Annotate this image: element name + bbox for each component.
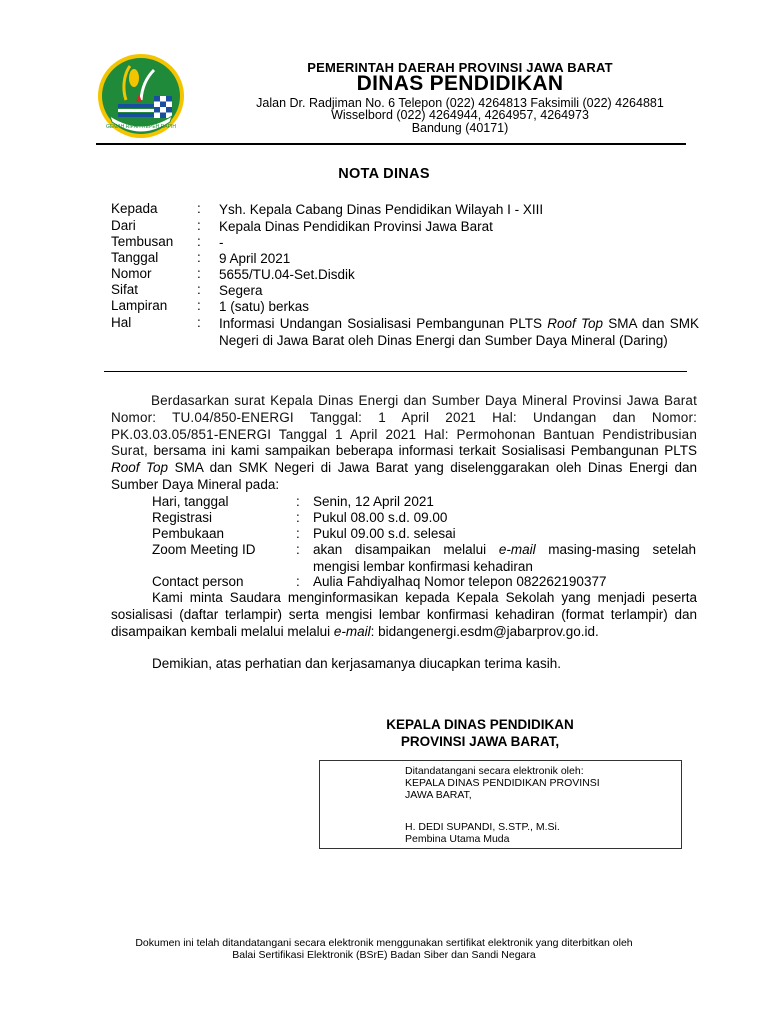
meta-row-sifat (111, 282, 711, 299)
detail-label: Zoom Meeting ID (152, 542, 256, 557)
meta-label: Kepada (111, 201, 158, 216)
meta-colon: : (197, 315, 201, 330)
government-name: PEMERINTAH DAERAH PROVINSI JAWA BARAT (307, 60, 613, 75)
meta-label: Tembusan (111, 234, 174, 249)
meta-label: Sifat (111, 282, 139, 297)
detail-value: Pukul 08.00 s.d. 09.00 (313, 510, 448, 525)
signature-note: Ditandatangani secara elektronik oleh: (405, 765, 584, 777)
meta-colon: : (197, 282, 201, 297)
meta-row-hal (111, 315, 711, 348)
meta-label: Tanggal (111, 250, 159, 265)
document-title: NOTA DINAS (338, 166, 430, 182)
meta-value: Segera (219, 283, 263, 298)
province-emblem-logo (96, 52, 186, 140)
body-paragraph-1: Berdasarkan surat Kepala Dinas Energi dan Sumber Daya Mineral Provinsi Jawa Barat Nomor: TU.04/850-ENERGI Tanggal: 1 April 2021 Hal: Undangan dan Nomor: PK.03.03.05/851-ENERGI Tanggal 1 April 2021 Hal: Permohonan Bantuan Pendistribusian Surat, bersama ini kami sampaikan beberapa informasi terkait Sosialisasi Pembangunan PLTS Roof Top SMA dan SMK Negeri di Jawa Barat yang diselenggarakan oleh Dinas Energi dan Sumber Daya Mineral pada: (111, 393, 697, 492)
signatory-name: H. DEDI SUPANDI, S.STP., M.Si. (405, 821, 560, 833)
svg-text:GEMAH RIPAH REPEH RAPIH: GEMAH RIPAH REPEH RAPIH (106, 124, 176, 130)
closing-paragraph: Demikian, atas perhatian dan kerjasamanya diucapkan terima kasih. (152, 656, 561, 671)
meta-row-dari (111, 218, 711, 235)
signatory-title-line-2: PROVINSI JAWA BARAT, (400, 734, 560, 749)
meta-value: Informasi Undangan Sosialisasi Pembangunan PLTS Roof Top SMA dan SMK Negeri di Jawa Barat oleh Dinas Energi dan Sumber Daya Mineral (Daring) (219, 316, 699, 348)
address-line-2: Wisselbord (022) 4264944, 4264957, 4264973 (331, 108, 589, 122)
signatory-title-line-1: KEPALA DINAS PENDIDIKAN (386, 717, 574, 732)
meta-row-kepada (111, 201, 711, 218)
detail-label: Contact person (152, 574, 244, 589)
meta-value: 1 (satu) berkas (219, 299, 310, 314)
detail-colon: : (296, 526, 300, 541)
meta-label: Lampiran (111, 298, 168, 313)
footer-line-2: Balai Sertifikasi Elektronik (BSrE) Badan Siber dan Sandi Negara (232, 949, 536, 961)
detail-value: akan disampaikan melalui e-mail masing-masing setelah mengisi lembar konfirmasi kehadiran (313, 542, 696, 574)
meta-value: - (219, 235, 224, 250)
letterhead-divider (96, 143, 686, 145)
address-line-3: Bandung (40171) (411, 121, 509, 135)
meta-colon: : (197, 250, 201, 265)
meta-colon: : (197, 201, 201, 216)
meta-colon: : (197, 234, 201, 249)
meta-row-nomor (111, 266, 711, 283)
detail-value: Pukul 09.00 s.d. selesai (313, 526, 456, 541)
meta-label: Hal (111, 315, 132, 330)
detail-value: Senin, 12 April 2021 (313, 494, 434, 509)
meta-row-tanggal (111, 250, 711, 267)
detail-label: Hari, tanggal (152, 494, 229, 509)
meta-row-tembusan (111, 234, 711, 251)
signature-position-line-2: JAWA BARAT, (405, 789, 472, 801)
meta-value: Ysh. Kepala Cabang Dinas Pendidikan Wilayah I - XIII (219, 202, 544, 217)
detail-colon: : (296, 574, 300, 589)
agency-name: DINAS PENDIDIKAN (356, 72, 564, 95)
address-line-1: Jalan Dr. Radjiman No. 6 Telepon (022) 4264813 Faksimili (022) 4264881 (256, 96, 664, 110)
detail-label: Registrasi (152, 510, 213, 525)
meta-colon: : (197, 218, 201, 233)
meta-row-lampiran (111, 298, 711, 315)
meta-colon: : (197, 266, 201, 281)
footer-line-1: Dokumen ini telah ditandatangani secara elektronik menggunakan sertifikat elektronik yang diterbitkan oleh (135, 937, 633, 949)
meta-value: 5655/TU.04-Set.Disdik (219, 267, 355, 282)
meta-colon: : (197, 298, 201, 313)
detail-colon: : (296, 542, 300, 557)
detail-value: Aulia Fahdiyalhaq Nomor telepon 082262190377 (313, 574, 607, 589)
detail-colon: : (296, 510, 300, 525)
detail-colon: : (296, 494, 300, 509)
signatory-rank: Pembina Utama Muda (405, 833, 510, 845)
meta-label: Nomor (111, 266, 152, 281)
header-divider (104, 371, 687, 372)
meta-label: Dari (111, 218, 136, 233)
meta-value: Kepala Dinas Pendidikan Provinsi Jawa Barat (219, 219, 493, 234)
body-paragraph-2: Kami minta Saudara menginformasikan kepada Kepala Sekolah yang menjadi peserta sosialisasi (daftar terlampir) serta mengisi lembar konfirmasi kehadiran (format terlampir) dan disampaikan kembali melalui melalui e-mail: bidangenergi.esdm@jabarprov.go.id. (111, 590, 697, 639)
signature-position-line-1: KEPALA DINAS PENDIDIKAN PROVINSI (405, 777, 600, 789)
meta-value: 9 April 2021 (219, 251, 291, 266)
detail-label: Pembukaan (152, 526, 225, 541)
